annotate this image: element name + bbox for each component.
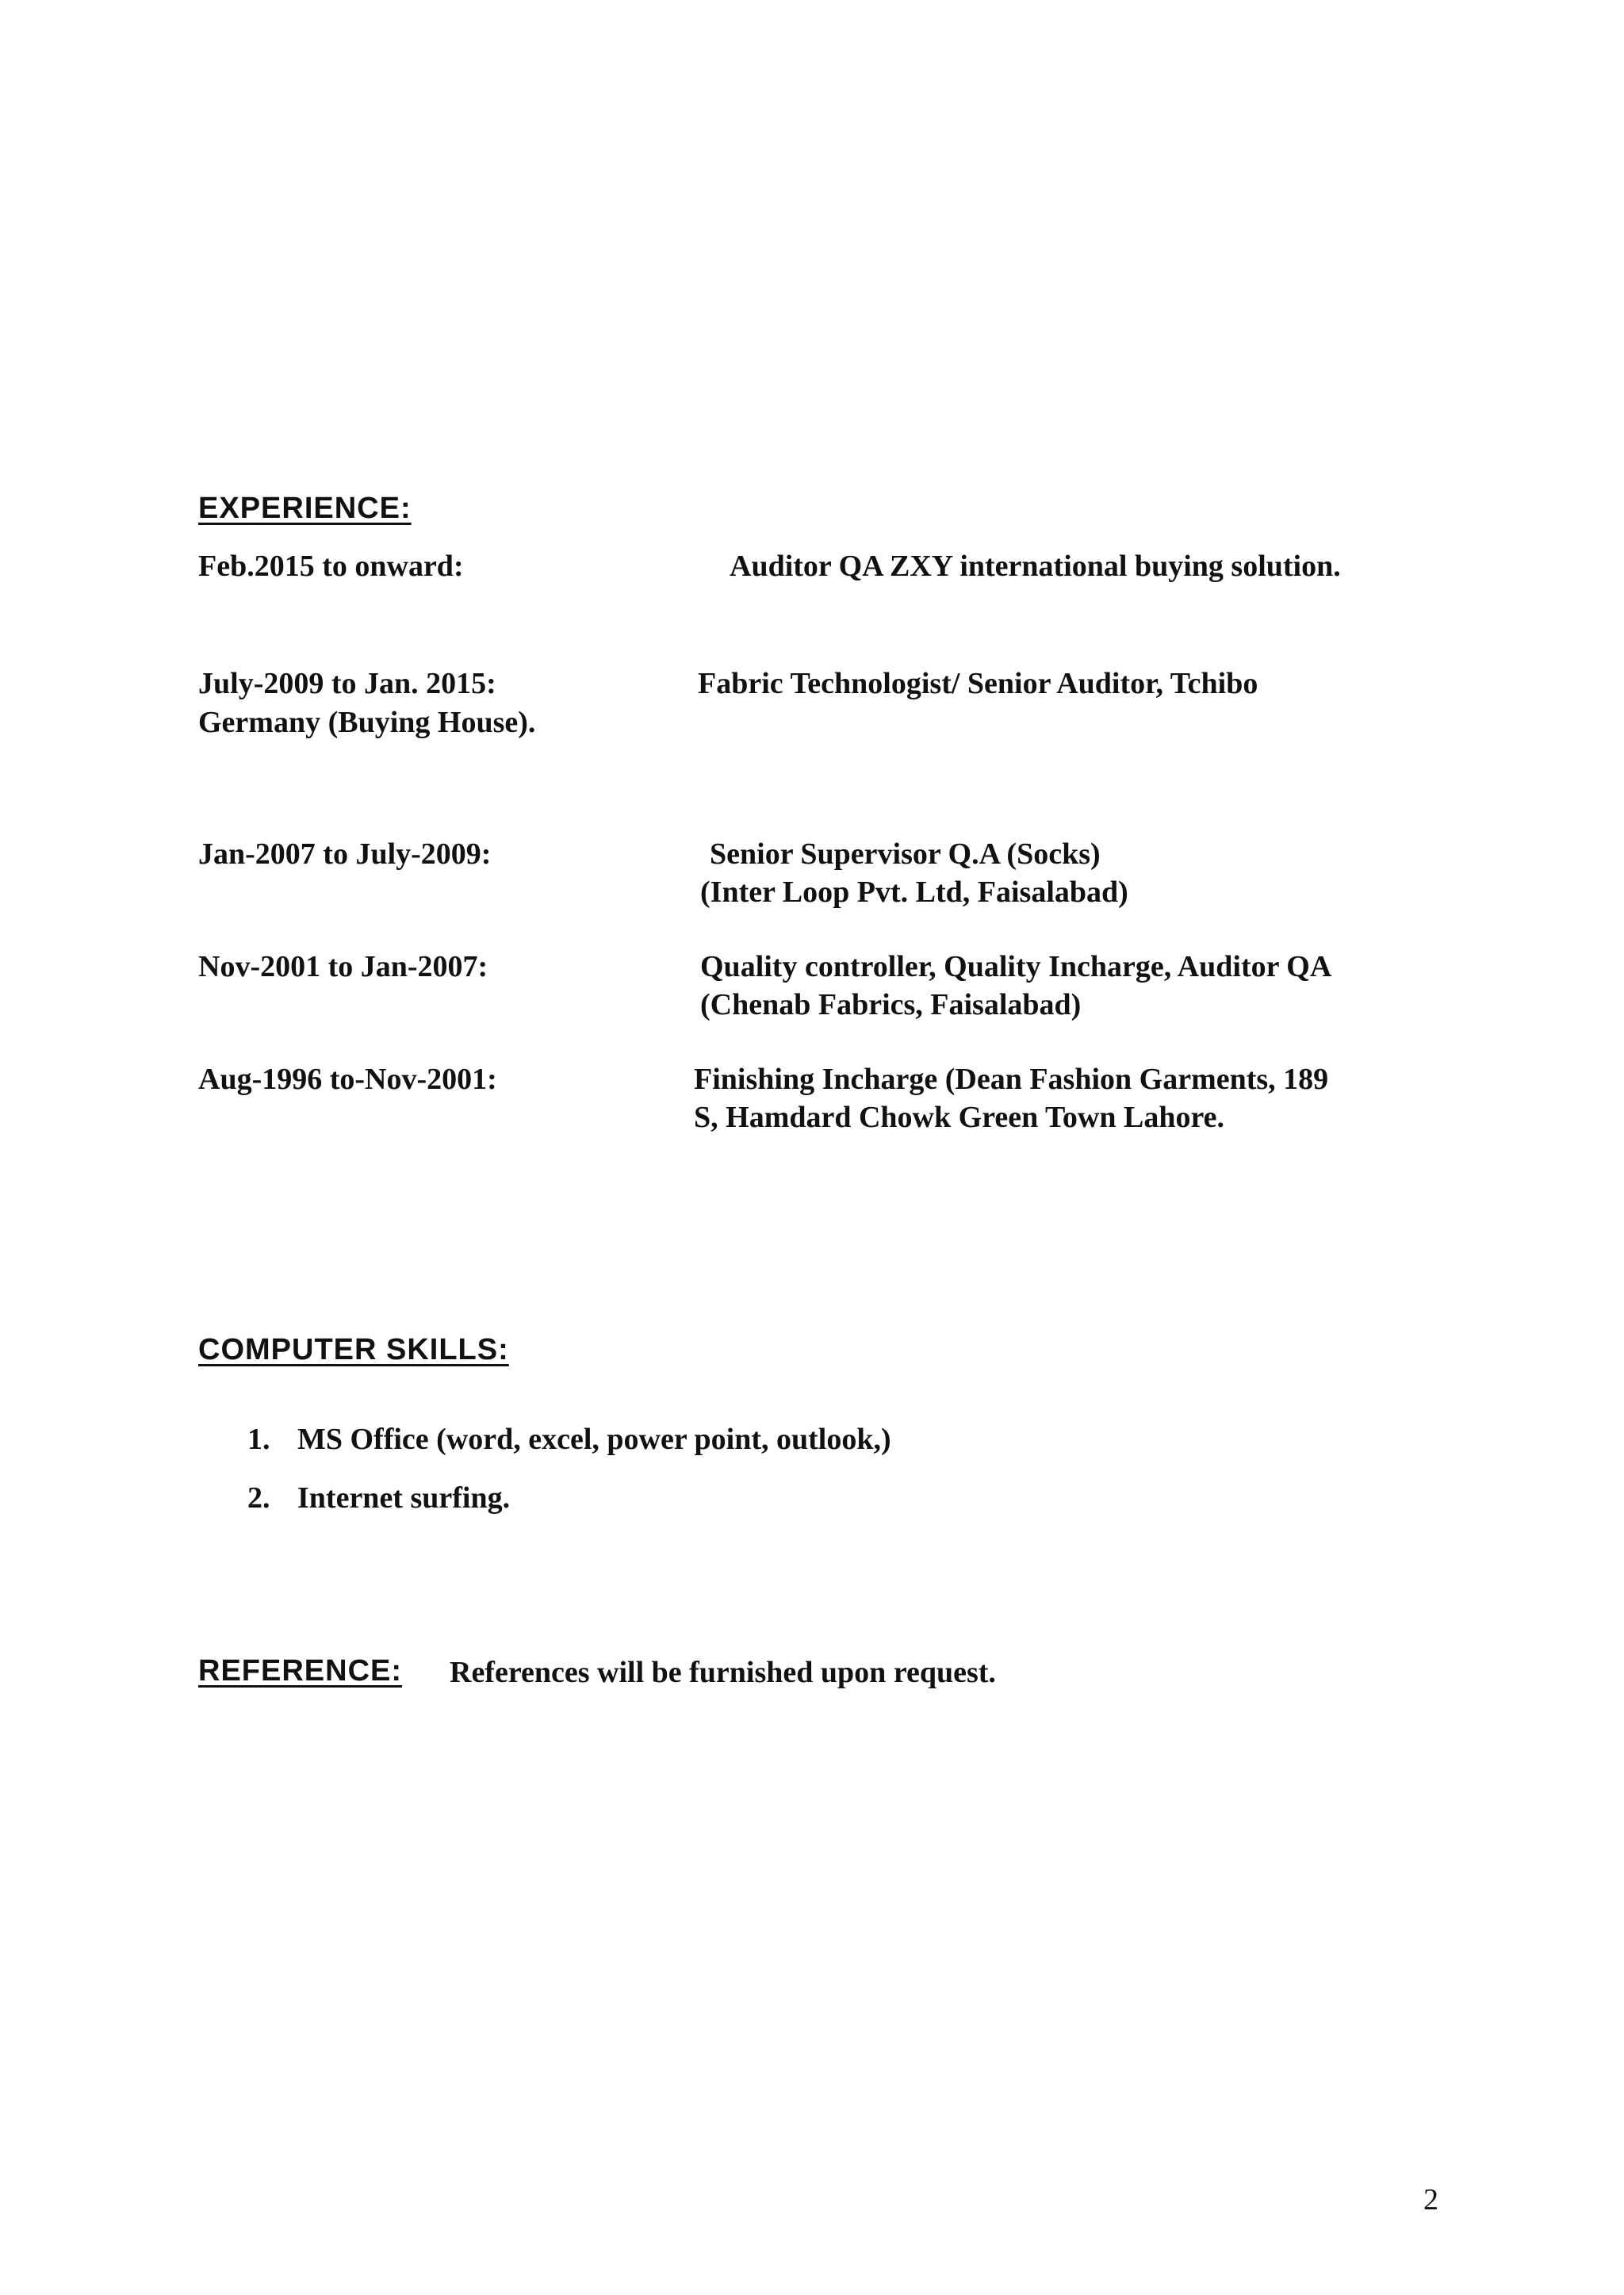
reference-text: References will be furnished upon request. [450, 1656, 996, 1689]
skill-number: 1. [247, 1423, 270, 1456]
experience-role: Quality controller, Quality Incharge, Auditor QA [700, 950, 1332, 983]
computer-skills-heading: COMPUTER SKILLS: [198, 1333, 509, 1366]
experience-company: (Inter Loop Pvt. Ltd, Faisalabad) [700, 875, 1128, 909]
experience-period: Jan-2007 to July-2009: [198, 837, 492, 871]
page-number: 2 [1423, 2183, 1438, 2216]
experience-role: Auditor QA ZXY international buying solution. [730, 550, 1341, 583]
experience-period-continued: Germany (Buying House). [198, 706, 536, 739]
experience-period: July-2009 to Jan. 2015: [198, 667, 496, 700]
experience-period: Nov-2001 to Jan-2007: [198, 950, 488, 983]
experience-heading: EXPERIENCE: [198, 492, 412, 525]
skill-item: MS Office (word, excel, power point, outlook,) [297, 1423, 891, 1456]
experience-role: Senior Supervisor Q.A (Socks) [710, 837, 1101, 871]
experience-role: Fabric Technologist/ Senior Auditor, Tchibo [698, 667, 1258, 700]
reference-heading: REFERENCE: [198, 1654, 403, 1688]
experience-role: Finishing Incharge (Dean Fashion Garments, 189 [694, 1063, 1329, 1096]
experience-period: Aug-1996 to-Nov-2001: [198, 1063, 497, 1096]
experience-period: Feb.2015 to onward: [198, 550, 464, 583]
experience-company: (Chenab Fabrics, Faisalabad) [700, 988, 1082, 1021]
skill-item: Internet surfing. [297, 1481, 511, 1515]
experience-company: S, Hamdard Chowk Green Town Lahore. [694, 1101, 1225, 1134]
skill-number: 2. [247, 1481, 270, 1515]
